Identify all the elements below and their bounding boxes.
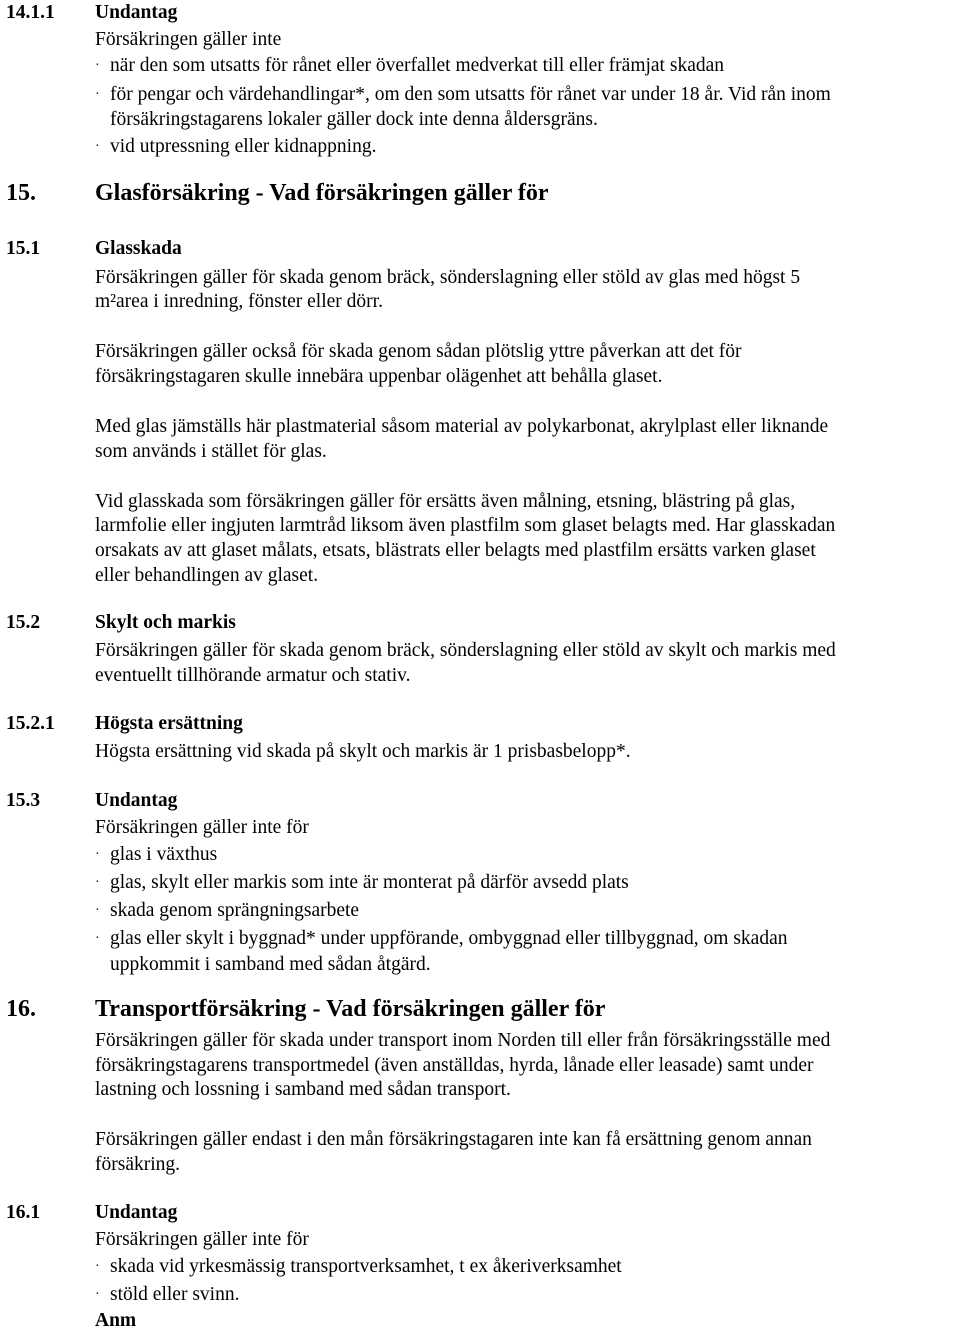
list-item: för pengar och värdehandlingar*, om den som utsatts för rånet var under 18 år. Vid rån inom (110, 84, 831, 105)
paragraph-line: Med glas jämställs här plastmaterial såsom material av polykarbonat, akrylplast eller liknande (95, 416, 829, 437)
list-item: skada vid yrkesmässig transportverksamhet, t ex åkeriverksamhet (110, 1256, 622, 1277)
list-item: glas, skylt eller markis som inte är monterat på därför avsedd plats (110, 872, 629, 893)
paragraph-line: larmfolie eller ingjuten larmtråd liksom även plastfilm som glaset belagts med. Har glasskadan (95, 515, 836, 536)
section-number: 15.1 (6, 238, 41, 259)
chapter-heading: Transportförsäkring - Vad försäkringen gäller för (95, 996, 606, 1022)
bullet-dot: · (95, 139, 100, 154)
note-heading: Anm (95, 1310, 137, 1331)
section-number: 15.2 (6, 612, 41, 633)
paragraph-line: eventuellt tillhörande armatur och stativ. (95, 665, 411, 686)
paragraph-line: försäkring. (95, 1154, 181, 1175)
paragraph-line: Försäkringen gäller endast i den mån försäkringstagaren inte kan få ersättning genom annan (95, 1129, 812, 1150)
bullet-dot: · (95, 847, 100, 862)
chapter-number: 16. (6, 996, 36, 1022)
bullet-dot: · (95, 1259, 100, 1274)
list-item: stöld eller svinn. (110, 1284, 240, 1305)
paragraph-line: Försäkringen gäller också för skada genom sådan plötslig yttre påverkan att det för (95, 341, 742, 362)
paragraph-line: orsakats av att glaset målats, etsats, blästrats eller belagts med plastfilm ersätts varken glaset (95, 540, 816, 561)
paragraph-line: försäkringstagaren skulle innebära uppenbar olägenhet att behålla glaset. (95, 366, 663, 387)
section-heading: Högsta ersättning (95, 713, 243, 734)
paragraph-line: Försäkringen gäller inte för (95, 817, 309, 838)
list-item: vid utpressning eller kidnappning. (110, 136, 377, 157)
bullet-dot: · (95, 58, 100, 73)
paragraph-line: Försäkringen gäller för skada under transport inom Norden till eller från försäkringsställe med (95, 1030, 831, 1051)
paragraph-line: försäkringstagarens transportmedel (även anställdas, hyrda, lånade eller leasade) samt under (95, 1055, 814, 1076)
paragraph-line: Försäkringen gäller inte (95, 29, 282, 50)
paragraph-line: m²area i inredning, fönster eller dörr. (95, 291, 383, 312)
list-item: skada genom sprängningsarbete (110, 900, 360, 921)
paragraph-line: lastning och lossning i samband med sådan transport. (95, 1079, 511, 1100)
list-item: glas i växthus (110, 844, 218, 865)
paragraph-line: som används i stället för glas. (95, 441, 327, 462)
bullet-dot: · (95, 931, 100, 946)
chapter-number: 15. (6, 180, 36, 206)
list-item: när den som utsatts för rånet eller överfallet medverkat till eller främjat skadan (110, 55, 725, 76)
list-item-continuation: försäkringstagarens lokaler gäller dock inte denna åldersgräns. (110, 109, 598, 130)
paragraph-line: Vid glasskada som försäkringen gäller för ersätts även målning, etsning, blästring på glas, (95, 491, 796, 512)
chapter-heading: Glasförsäkring - Vad försäkringen gäller för (95, 180, 549, 206)
section-heading: Skylt och markis (95, 612, 236, 633)
section-heading: Undantag (95, 1202, 178, 1223)
paragraph-line: eller behandlingen av glaset. (95, 565, 319, 586)
paragraph-line: Försäkringen gäller för skada genom bräck, sönderslagning eller stöld av skylt och markis med (95, 640, 836, 661)
bullet-dot: · (95, 1287, 100, 1302)
section-heading: Undantag (95, 790, 178, 811)
paragraph-line: Högsta ersättning vid skada på skylt och markis är 1 prisbasbelopp*. (95, 741, 631, 762)
list-item-continuation: uppkommit i samband med sådan åtgärd. (110, 954, 431, 975)
bullet-dot: · (95, 903, 100, 918)
list-item: glas eller skylt i byggnad* under uppförande, ombyggnad eller tillbyggnad, om skadan (110, 928, 788, 949)
section-number: 16.1 (6, 1202, 41, 1223)
section-number: 15.3 (6, 790, 41, 811)
section-heading: Glasskada (95, 238, 182, 259)
section-number: 15.2.1 (6, 713, 55, 734)
bullet-dot: · (95, 87, 100, 102)
paragraph-line: Försäkringen gäller inte för (95, 1229, 309, 1250)
section-heading: Undantag (95, 2, 178, 23)
paragraph-line: Försäkringen gäller för skada genom bräck, sönderslagning eller stöld av glas med högst 5 (95, 267, 801, 288)
section-number: 14.1.1 (6, 2, 55, 23)
bullet-dot: · (95, 875, 100, 890)
